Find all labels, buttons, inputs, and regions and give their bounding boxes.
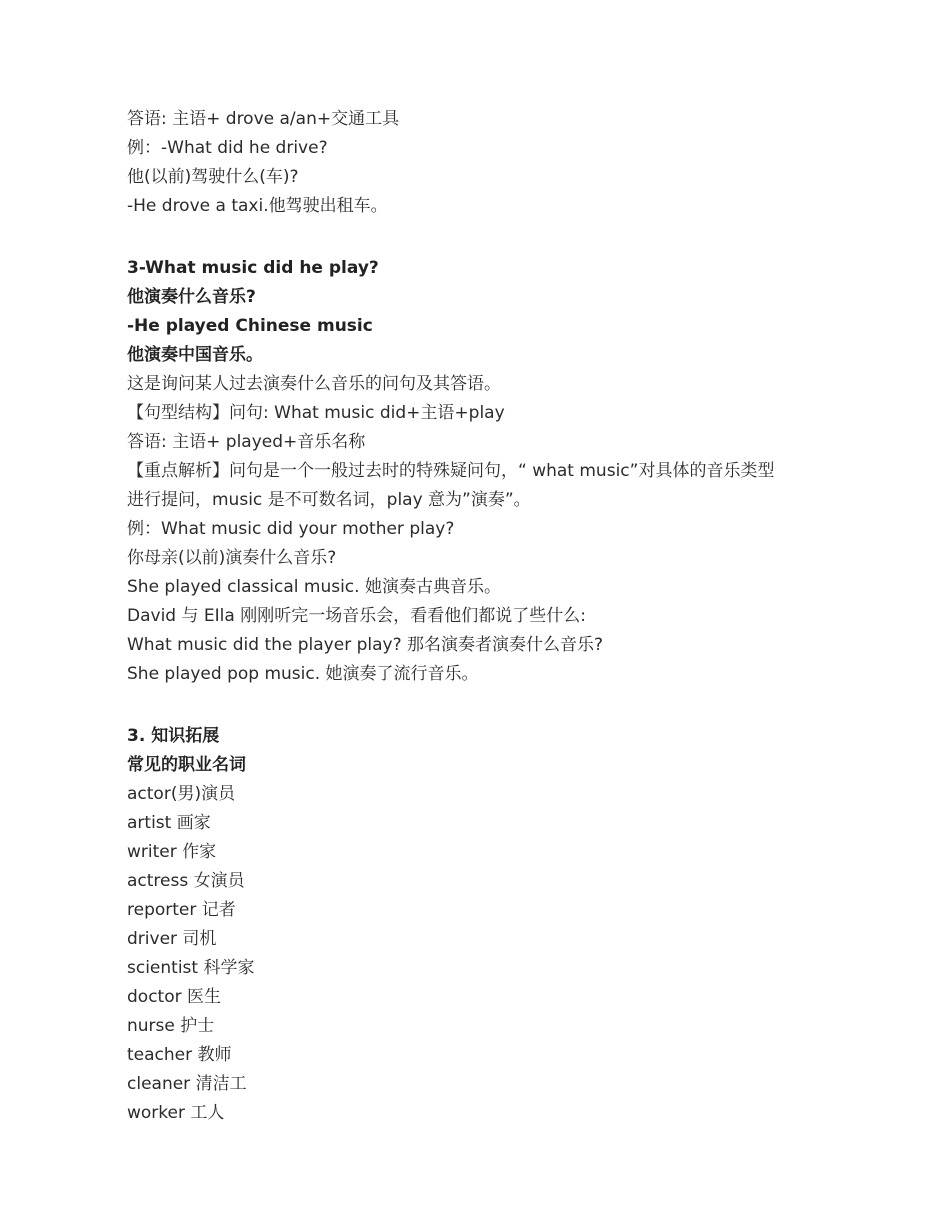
occupation-item: actress 女演员 — [127, 871, 245, 891]
dialogue-intro-line: David 与 EIla 刚刚听完一场音乐会，看看他们都说了些什么: — [127, 606, 586, 626]
dialogue-question-line: What music did the player play? 那名演奏者演奏什么音乐? — [127, 635, 604, 655]
occupation-item: teacher 教师 — [127, 1045, 232, 1065]
dialogue-answer-line: She played pop music. 她演奏了流行音乐。 — [127, 664, 479, 684]
answer-pattern-line: 答语: 主语+ drove a/an+交通工具 — [127, 109, 400, 129]
occupation-item: artist 画家 — [127, 813, 211, 833]
occupation-item: reporter 记者 — [127, 900, 236, 920]
sentence-structure-line: 【句型结构】问句: What music did+主语+play — [127, 403, 505, 423]
knowledge-expansion-section — [127, 722, 827, 1128]
occupation-item: driver 司机 — [127, 929, 217, 949]
occupation-item: doctor 医生 — [127, 987, 221, 1007]
key-analysis-line: 【重点解析】问句是一个一般过去时的特殊疑问句，“ what music”对具体的音乐类型 — [127, 461, 775, 481]
music-question-section — [127, 254, 827, 689]
occupation-item: cleaner 清洁工 — [127, 1074, 247, 1094]
occupation-item: worker 工人 — [127, 1103, 225, 1123]
section-heading-answer-translation: 他演奏中国音乐。 — [127, 345, 263, 365]
section-heading-answer: -He played Chinese music — [127, 316, 373, 336]
section-spacer — [127, 221, 827, 254]
example-line: 例：What music did your mother play? — [127, 519, 455, 539]
section-heading-expansion: 3. 知识拓展 — [127, 726, 220, 746]
occupation-item: nurse 护士 — [127, 1016, 215, 1036]
occupation-item: scientist 科学家 — [127, 958, 255, 978]
explanation-line: 这是询问某人过去演奏什么音乐的问句及其答语。 — [127, 374, 501, 394]
key-analysis-continued-line: 进行提问，music 是不可数名词，play 意为”演奏”。 — [127, 490, 531, 510]
example-question-line: 例：-What did he drive? — [127, 138, 328, 158]
document-page — [127, 105, 827, 1128]
answer-structure-line: 答语: 主语+ played+音乐名称 — [127, 432, 366, 452]
section-spacer — [127, 689, 827, 722]
section-subheading-occupations: 常见的职业名词 — [127, 755, 246, 775]
example-answer-line: She played classical music. 她演奏古典音乐。 — [127, 577, 501, 597]
example-answer-line: -He drove a taxi.他驾驶出租车。 — [127, 196, 388, 216]
section-heading-question: 3-What music did he play? — [127, 258, 379, 278]
section-heading-question-translation: 他演奏什么音乐? — [127, 287, 256, 307]
example-translation-line: 你母亲(以前)演奏什么音乐? — [127, 548, 337, 568]
example-translation-line: 他(以前)驾驶什么(车)? — [127, 167, 299, 187]
answer-example-section — [127, 105, 827, 221]
occupation-item: writer 作家 — [127, 842, 217, 862]
occupation-item: actor(男)演员 — [127, 784, 236, 804]
